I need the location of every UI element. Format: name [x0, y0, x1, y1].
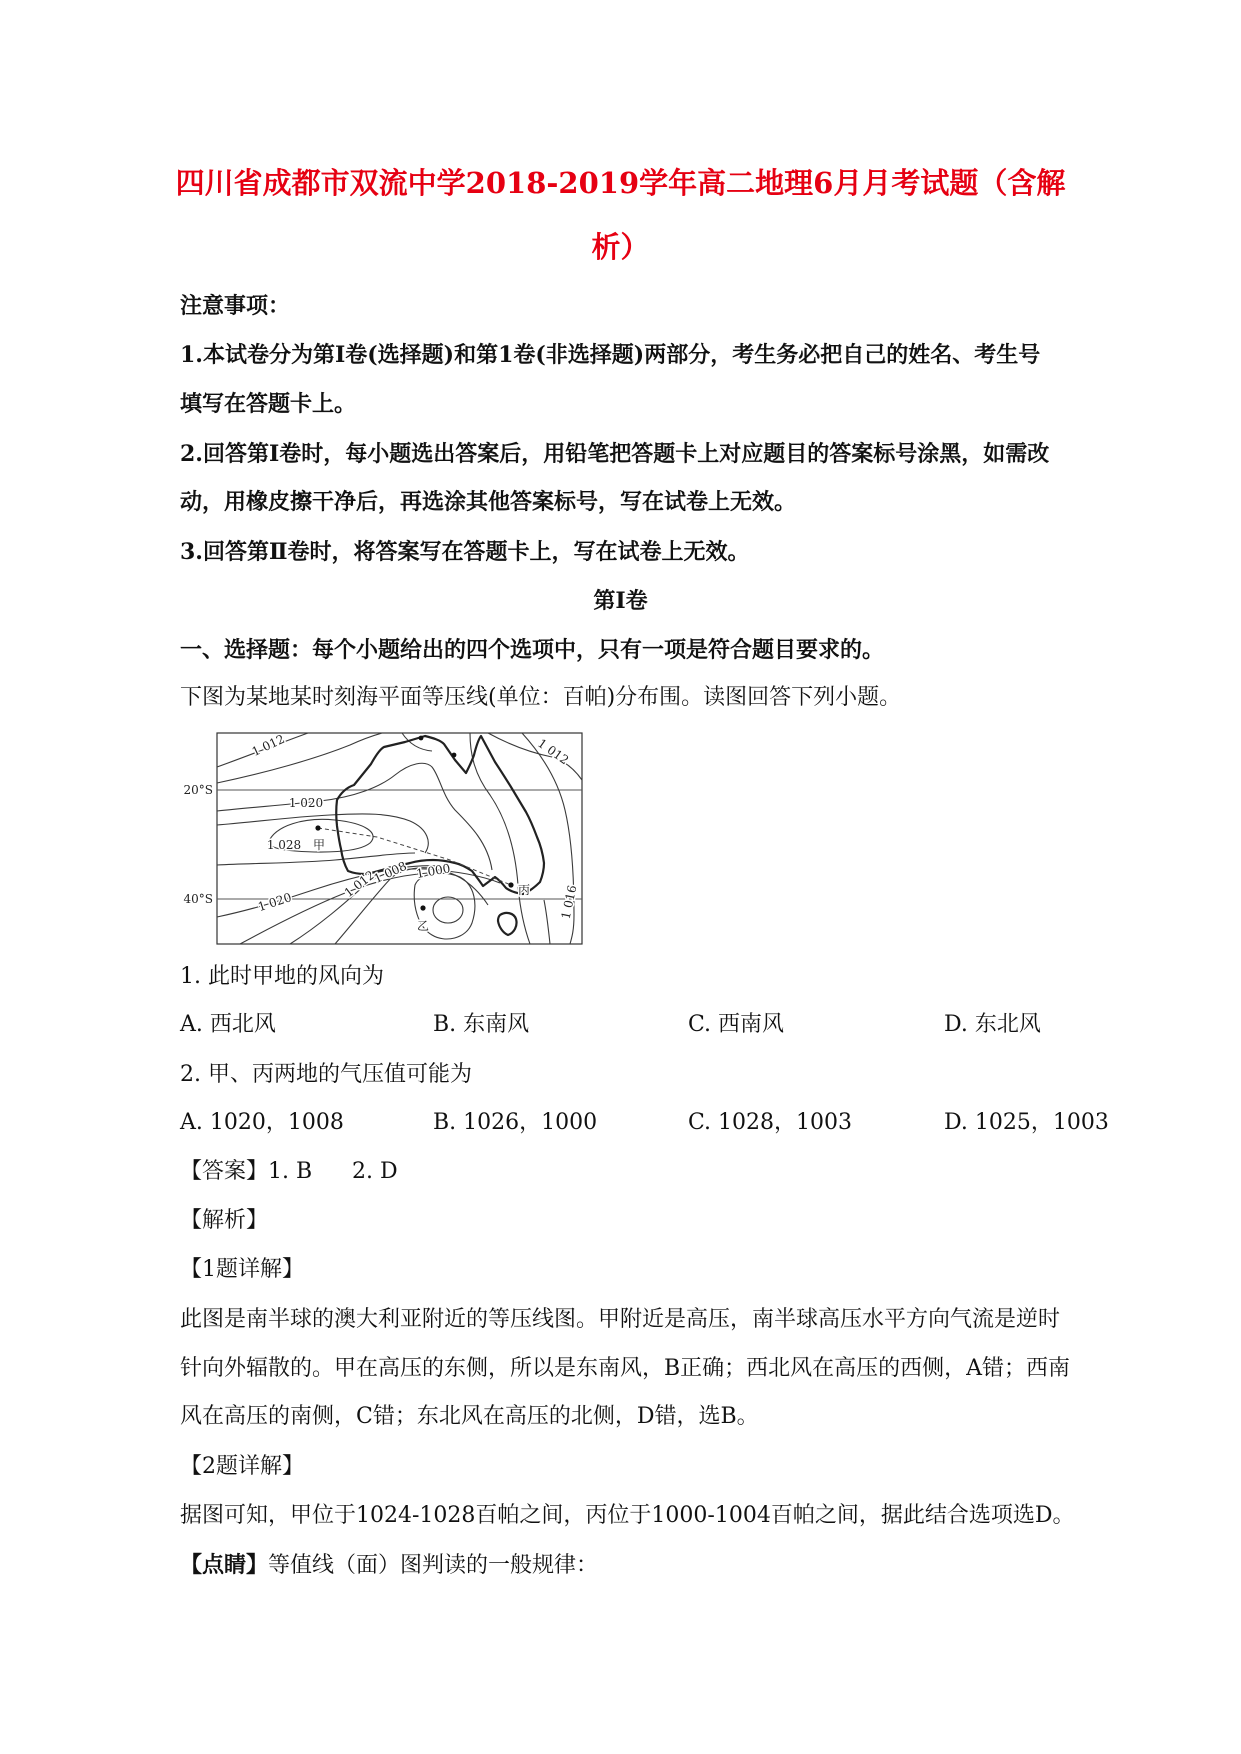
answer-q2: 2. D — [352, 1159, 398, 1184]
isobar-label: 1 000 — [415, 861, 452, 881]
latitude-label-40s: 40°S — [183, 892, 213, 906]
question-option: A. 西北风 — [180, 1012, 276, 1037]
notice-heading: 注意事项： — [180, 293, 291, 319]
question-option: B. 东南风 — [433, 1012, 530, 1037]
analysis-text-line: 风在高压的南侧，C错；东北风在高压的北侧，D错，选B。 — [180, 1404, 759, 1429]
notice-line: 2.回答第Ⅰ卷时，每小题选出答案后，用铅笔把答题卡上对应题目的答案标号涂黑，如需改 — [180, 441, 1050, 467]
notice-line: 动，用橡皮擦干净后，再选涂其他答案标号，写在试卷上无效。 — [180, 489, 797, 515]
question-option: A. 1020，1008 — [180, 1110, 344, 1135]
question-option: C. 1028，1003 — [688, 1110, 853, 1135]
question-option: D. 1025，1003 — [944, 1110, 1109, 1135]
isobar-label: 1 012 — [249, 731, 287, 759]
part-heading: 一、选择题：每个小题给出的四个选项中，只有一项是符合题目要求的。 — [180, 637, 885, 663]
question-option: C. 西南风 — [688, 1012, 785, 1037]
place-label-jia: 甲 — [313, 838, 326, 852]
question-option: B. 1026，1000 — [433, 1110, 598, 1135]
point-jia-dot — [315, 825, 320, 830]
isobar-map — [170, 725, 590, 951]
tip-line — [180, 1551, 598, 1580]
latitude-label-20s: 20°S — [183, 783, 213, 797]
isobar-label: 1 016 — [558, 883, 580, 921]
question-option: D. 东北风 — [944, 1012, 1041, 1037]
question-intro: 下图为某地某时刻海平面等压线(单位：百帕)分布围。读图回答下列小题。 — [180, 685, 902, 710]
isobar-label: 1 028 — [266, 838, 302, 852]
analysis-q2-heading: 【2题详解】 — [180, 1454, 304, 1479]
notice-line: 1.本试卷分为第Ⅰ卷(选择题)和第1卷(非选择题)两部分，考生务必把自己的姓名、考生号 — [180, 342, 1041, 368]
question-stem: 1. 此时甲地的风向为 — [180, 964, 384, 989]
isobar-label: 1 012 — [535, 736, 572, 768]
isobar-label: 1 012 — [341, 867, 378, 900]
isobar-label: 1 020 — [288, 796, 324, 810]
place-label-yi: 乙 — [417, 919, 430, 933]
document-title-line-2: 析） — [591, 230, 650, 264]
isobar-label: 1 008 — [371, 858, 409, 886]
analysis-text-line: 此图是南半球的澳大利亚附近的等压线图。甲附近是高压，南半球高压水平方向气流是逆时 — [180, 1307, 1061, 1332]
answer-q1: 1. B — [268, 1159, 313, 1184]
tip-label: 【点睛】 — [180, 1552, 269, 1578]
answer-label: 【答案】 — [180, 1159, 269, 1184]
point-bing-dot — [508, 882, 513, 887]
isobar-label: 1 020 — [256, 890, 294, 915]
analysis-heading: 【解析】 — [180, 1208, 269, 1233]
analysis-text-line: 据图可知，甲位于1024-1028百帕之间，丙位于1000-1004百帕之间，据此结合选项选D。 — [180, 1503, 1075, 1528]
analysis-q1-heading: 【1题详解】 — [180, 1257, 304, 1282]
answer-line — [180, 1158, 312, 1186]
volume-title: 第Ⅰ卷 — [593, 588, 648, 614]
analysis-text-line: 针向外辐散的。甲在高压的东侧，所以是东南风，B正确；西北风在高压的西侧，A错；西南 — [180, 1356, 1071, 1381]
city-dot — [419, 736, 424, 741]
point-yi-dot — [420, 905, 425, 910]
document-title-line-1: 四川省成都市双流中学2018-2019学年高二地理6月月考试题（含解 — [175, 166, 1066, 200]
tip-text: 等值线（面）图判读的一般规律： — [268, 1553, 599, 1578]
notice-line: 填写在答题卡上。 — [180, 391, 357, 417]
question-stem: 2. 甲、丙两地的气压值可能为 — [180, 1062, 472, 1087]
notice-line: 3.回答第Ⅱ卷时，将答案写在答题卡上，写在试卷上无效。 — [180, 539, 750, 565]
city-dot — [452, 753, 457, 758]
place-label-bing: 丙 — [518, 883, 531, 897]
